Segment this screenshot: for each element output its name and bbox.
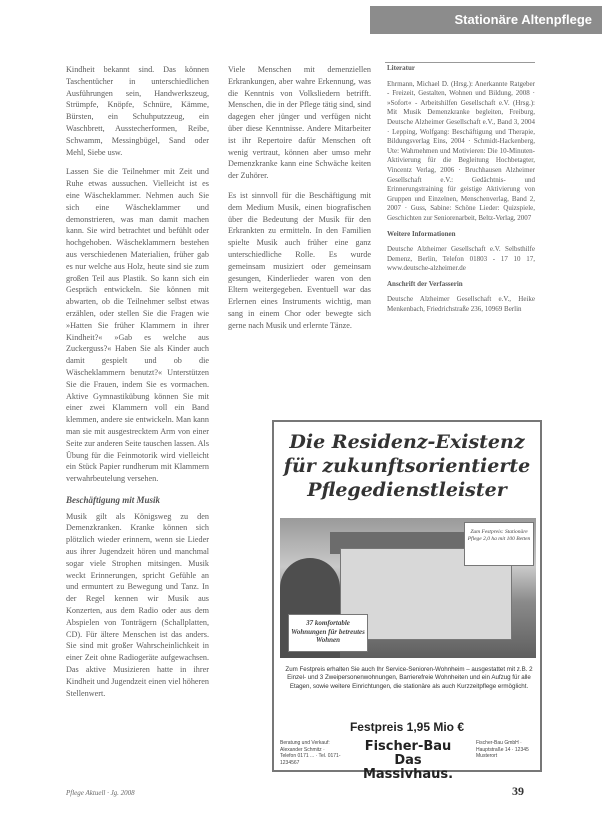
ad-contact-left: Beratung und Verkauf: Alexander Schmitz · Telefon 0171 ... · Tel. 0171-1234567 (280, 740, 341, 766)
footer-publication: Pflege Aktuell · Jg. 2008 (66, 789, 135, 797)
paragraph: Musik gilt als Königsweg zu den Demenzkranken. Kranke können sich plötzlich wieder erinnern, wenn sie Lieder aus ihrer Jugendzeit hören und manchmal sogar viele Strophen mitsingen. Musik weckt Erinnerungen, spricht Gefühle an und ermuntert zu Bewegung und Tanz. In der Regel kennen wir Musik aus Konzerten, aus dem Radio oder aus dem Abspielen von Tonträgern (Schallplatten, CD). Für ältere Menschen ist das anders. Sie sind mit großer Wahrscheinlichkeit in einer Zeit ohne Radiogeräte aufgewachsen. Das aktive Musizieren hatte in ihrer Kindheit und Jugendzeit einen viel höheren Stellenwert. (66, 511, 209, 698)
ad-title-line: Pflegedienstleister (307, 479, 507, 501)
text-column-1 (66, 64, 209, 707)
text-column-2 (228, 64, 371, 340)
paragraph: Kindheit bekannt sind. Das können Taschentücher in unterschiedlichen Ausführungen sein, Handwerkszeug, Strümpfe, Knöpfe, Schnüre, Kämme, Bürsten, ein Schuhputzzeug, ein Waschbrett, Ausstecherformen, Reibe, Schwamm, Messingbügel, Sand oder Mehl, Siebe usw. (66, 65, 209, 157)
ad-price: Festpreis 1,95 Mio € (349, 720, 465, 734)
advertisement (272, 420, 542, 782)
fischer-bau-logo (348, 739, 468, 782)
logo-tagline: Das Massivhaus. (362, 753, 454, 782)
address-label: Anschrift der Verfasserin (387, 279, 463, 288)
ad-contact-right: Fischer-Bau GmbH · Hauptstraße 14 · 12345 Musterort (476, 740, 529, 759)
literature-label: Literatur (387, 64, 415, 72)
paragraph: Lassen Sie die Teilnehmer mit Zeit und Ruhe etwas aussuchen. Vielleicht ist es eine Wäscheklammer. Nehmen auch Sie sich eine Wäscheklammer und demonstrieren, was man damit machen kann. Sie wird betrachtet und befühlt oder hochgehoben. Wäscheklammern bestehen aus verschiedenen Materialien, früher gab es nur welche aus Holz, heute sind sie zum großen Teil aus Plastik. So kann sich ein Gespräch entwickeln. Sie können mit abwarten, ob die Teilnehmer selbst etwas erzählen, oder stellen Sie die Fragen wie »Hatten Sie früher Klammern in ihrer Kindheit?« »Gab es welche aus Zuckerguss?« Haben Sie als Kinder auch damit gespielt und ob die Wäscheklammern benutzt?« Unterstützen Sie die Frauen, indem Sie es vormachen. Aktive Gymnastikübung können Sie mit einer zwei Klammern voll ein Band klemmen, andere sie entwickeln. Man kann man sie mit ausgestrecktem Arm von einer Seite zur anderen Seite tauschen lassen. Als Übung für die Feinmotorik wird vielleicht ein Stück Papier rundherum mit Klammern verwahrbeutelung versehen. (66, 167, 210, 484)
ad-footer (280, 739, 536, 782)
apartments-badge: 37 komfortable Wohnungen für betreutes Wohnen (288, 614, 368, 652)
festpreis-badge: Zum Festpreis: Stationäre Pflege 2,0 ha mit 100 Betten (464, 522, 534, 566)
info-text: Deutsche Alzheimer Gesellschaft e.V. Selbsthilfe Demenz, Berlin, Telefon 01803 - 17 10 17, www.deutsche-alzheimer.de (387, 245, 535, 273)
logo-text: Fischer-Bau (364, 739, 452, 754)
address-text: Deutsche Alzheimer Gesellschaft e.V., Heike Menkenbach, Friedrichstraße 236, 10969 Berlin (387, 295, 535, 314)
ad-body-text: Zum Festpreis erhalten Sie auch Ihr Service-Senioren-Wohnheim – ausgestattet mit z.B. 2 Einzel- und 3 Zweipersonenwohnungen, Barrierefreie Wohnheiten und ein Aufzug für alle Etagen, sowie weitere Einrichtungen, die stationäre als auch Kurzzeitpflege ermöglicht. (285, 666, 533, 690)
info-label: Weitere Informationen (387, 229, 456, 238)
page-number: 39 (512, 784, 524, 798)
section-header (370, 6, 602, 34)
ad-headline (274, 430, 540, 502)
subheading-music: Beschäftigung mit Musik (66, 494, 161, 505)
literature-list: Ehrmann, Michael D. (Hrsg.): Anerkannte Ratgeber - Freizeit, Gestalten, Wohnen und Bildung, 2008 · »Sofort« - Arbeitshilfen Gesellschaft e.V. (Hrsg.): Mit Musik Demenzkranke begleiten, Freiburg, Deutsche Alzheimer Gesellschaft e.V., Band 3, 2004 · Lepping, Wolfgang: Beschäftigung und Therapie, Bildungsverlag Eins, 2004 · Schmidt-Hackenberg, Ute: Wahrnehmen und Motivieren: Die 10-Minuten-Aktivierung für die Begleitung Hochbetagter, Vincentz Verlag, 2006 · Bruchhausen Alzheimer Gesellschaft e.V.: Gedächtnis- und Erinnerungstraining für geistige Aktivierung von Gruppen und Einzelnen, Menschenverlag, Band 2, 2007 · Guss, Sabine: Schöne Lieder: Quizspiele, Geschichten zur Seniorenarbeit, Beltz-Verlag, 2007 (387, 79, 535, 222)
section-title: Stationäre Altenpflege (454, 12, 592, 27)
divider (385, 62, 535, 63)
ad-title-line: Die Residenz-Existenz (289, 431, 525, 453)
paragraph: Viele Menschen mit demenziellen Erkrankungen, aber wahre Erkennung, was die Kenntnis von Volksliedern betrifft. Menschen, die in der Pflege tätig sind, sind dagegen eher jünger und verfügen nicht über diese Kenntnisse. Andere Mitarbeiter ist ihr Repertoire dafür Menschen oft wenig vertraut, können aber umso mehr Demenzkranke kann eine Schwäche keiten der Zuhörer. (228, 65, 371, 181)
text-column-3 (387, 64, 535, 321)
paragraph: Es ist sinnvoll für die Beschäftigung mit dem Medium Musik, einen biografischen über die Bedeutung der Musik für den Erkrankten zu ermitteln. In den Familien spielte Musik auch früher eine ganz unterschiedliche Rolle. Es wurde gemeinsam musiziert oder gemeinsam gesungen, Kinderlieder waren von den Eltern weitergegeben. Eventuell war das Erlernen eines Instruments wichtig, man sang in einem Chor oder bewegte sich gerne nach Musik und erlernte Tänze. (228, 190, 371, 330)
ad-title-line: für zukunftsorientierte (283, 455, 531, 477)
